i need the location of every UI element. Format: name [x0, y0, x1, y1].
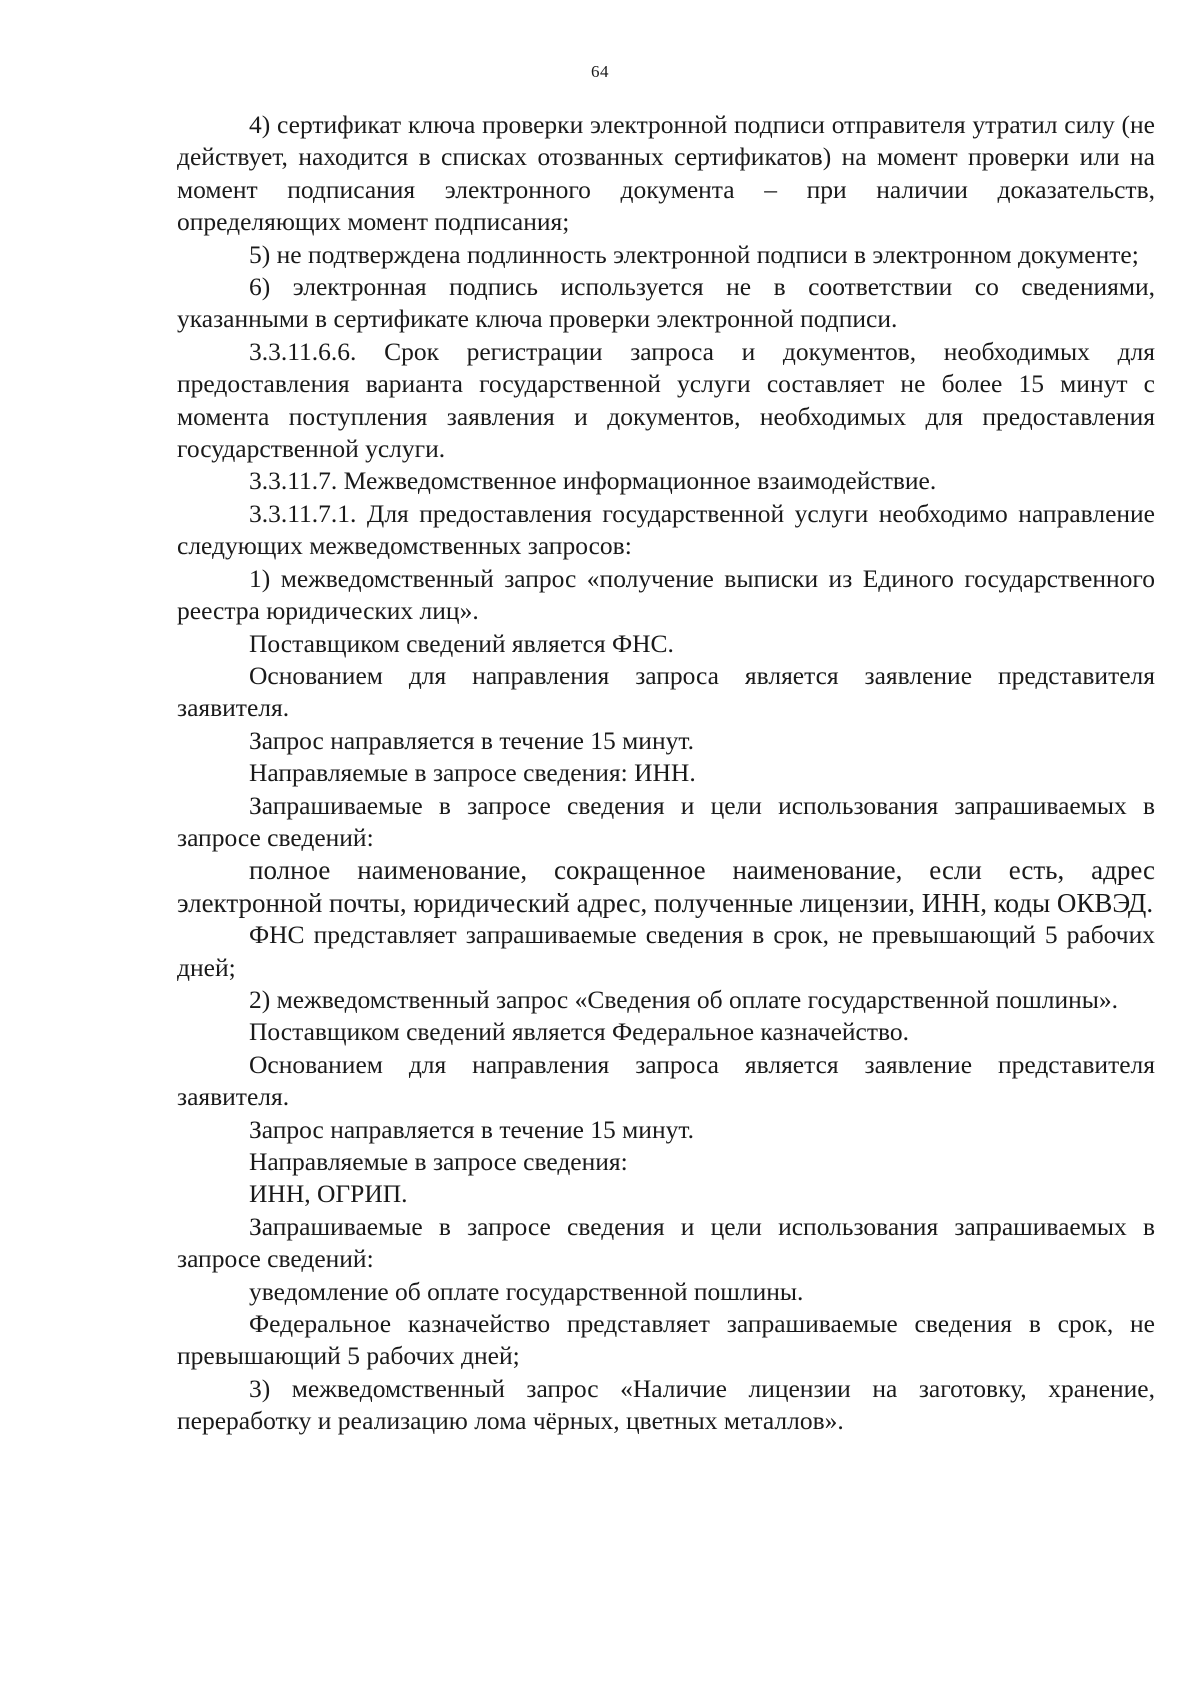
paragraph-item-5: 5) не подтверждена подлинность электронной подписи в электронном документе; [249, 239, 1139, 269]
request-2-sent-data-label: Направляемые в запросе сведения: [249, 1147, 628, 1176]
paragraph-requests-intro: 3.3.11.7.1. Для предоставления государственной услуги необходимо направление следующих межведомственных запросов: [177, 498, 1155, 561]
request-3-title: 3) межведомственный запрос «Наличие лицензии на заготовку, хранение, переработку и реализацию лома чёрных, цветных металлов». [177, 1373, 1155, 1436]
document-body [177, 109, 1155, 1438]
request-1-sent-data: Направляемые в запросе сведения: ИНН. [249, 758, 696, 788]
paragraph-registration-term: 3.3.11.6.6. Срок регистрации запроса и документов, необходимых для предоставления варианта государственной услуги составляет не более 15 минут с момента поступления заявления и документов, необходимых для предоставления государственной услуги. [177, 336, 1155, 464]
request-2-basis: Основанием для направления запроса является заявление представителя заявителя. [177, 1049, 1155, 1112]
request-1-basis: Основанием для направления запроса является заявление представителя заявителя. [177, 660, 1155, 723]
section-heading-interaction: 3.3.11.7. Межведомственное информационное взаимодействие. [249, 466, 937, 496]
request-2-title: 2) межведомственный запрос «Сведения об оплате государственной пошлины». [249, 984, 1119, 1014]
paragraph-item-4: 4) сертификат ключа проверки электронной подписи отправителя утратил силу (не действует, находится в списках отозванных сертификатов) на момент проверки или на момент подписания электронного документа – при наличии доказательств, определяющих момент подписания; [177, 110, 1155, 237]
paragraph-item-6: 6) электронная подпись используется не в соответствии со сведениями, указанными в сертификате ключа проверки электронной подписи. [177, 272, 1155, 334]
request-2-requested-list: уведомление об оплате государственной пошлины. [249, 1276, 804, 1306]
request-1-requested-intro: Запрашиваемые в запросе сведения и цели использования запрашиваемых в запросе сведений: [177, 790, 1155, 852]
request-2-sent-data: ИНН, ОГРИП. [249, 1179, 408, 1209]
request-1-requested-list: полное наименование, сокращенное наименование, если есть, адрес электронной почты, юридический адрес, полученные лицензии, ИНН, коды ОКВЭД. [177, 855, 1155, 918]
request-2-response-term: Федеральное казначейство представляет запрашиваемые сведения в срок, не превышающий 5 рабочих дней; [177, 1309, 1155, 1371]
request-1-supplier: Поставщиком сведений является ФНС. [249, 628, 674, 658]
request-2-supplier: Поставщиком сведений является Федеральное казначейство. [249, 1017, 910, 1047]
request-1-title: 1) межведомственный запрос «получение выписки из Единого государственного реестра юридических лиц». [177, 563, 1155, 626]
request-2-requested-intro: Запрашиваемые в запросе сведения и цели использования запрашиваемых в запросе сведений: [177, 1211, 1155, 1274]
request-2-timing: Запрос направляется в течение 15 минут. [249, 1114, 694, 1144]
page-number: 64 [591, 62, 609, 81]
request-1-timing: Запрос направляется в течение 15 минут. [249, 725, 694, 755]
request-1-response-term: ФНС представляет запрашиваемые сведения в срок, не превышающий 5 рабочих дней; [177, 920, 1155, 982]
